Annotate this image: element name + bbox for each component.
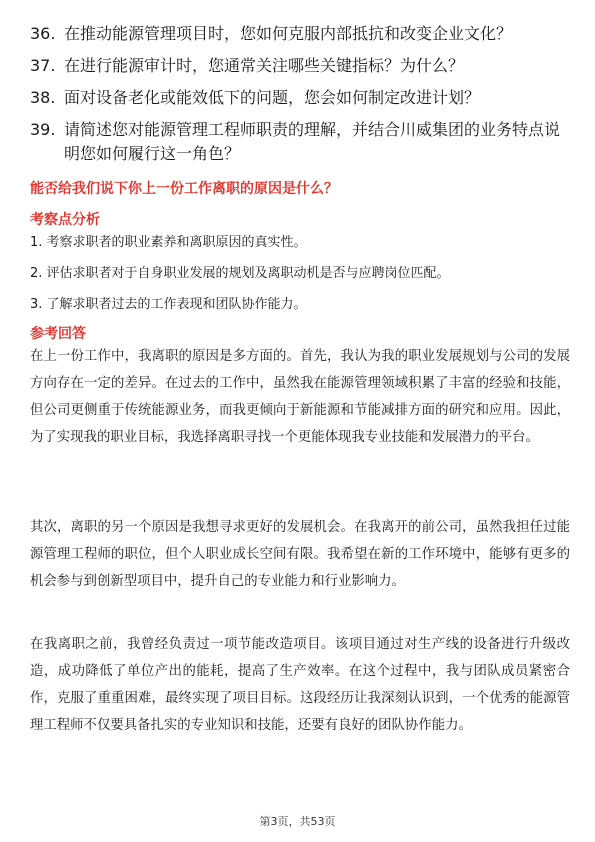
question-number: 37. [30,56,56,75]
answer-paragraph: 在上一份工作中，我离职的原因是多方面的。首先，我认为我的职业发展规划与公司的发展方向存在一定的差异。在过去的工作中，虽然我在能源管理领域积累了丰富的经验和技能，但公司更侧重于传统能源业务，而我更倾向于新能源和节能减排方面的研究和应用。因此，为了实现我的职业目标，我选择离职寻找一个更能体现我专业技能和发展潜力的平台。 [30,349,570,445]
analysis-point-list [30,234,570,327]
question-item [30,86,570,110]
section-question-heading: 能否给我们说下你上一份工作离职的原因是什么？ [30,181,338,197]
question-text: 在进行能源审计时，您通常关注哪些关键指标？为什么？ [64,56,465,75]
analysis-point: 1. 考察求职者的职业素养和离职原因的真实性。 [30,235,307,250]
question-number: 38. [30,88,56,107]
question-item [30,54,570,78]
question-number: 36. [30,24,56,43]
analysis-point: 2. 评估求职者对于自身职业发展的规划及离职动机是否与应聘岗位匹配。 [30,266,450,281]
analysis-point: 3. 了解求职者过去的工作表现和团队协作能力。 [30,297,307,312]
question-text: 请简述您对能源管理工程师职责的理解，并结合川威集团的业务特点说明您如何履行这一角色？ [64,120,561,163]
question-list [30,22,570,174]
analysis-heading: 考察点分析 [30,212,100,228]
question-item [30,22,570,46]
page-footer: 第3页，共53页 [259,815,336,828]
question-text: 面对设备老化或能效低下的问题，您会如何制定改进计划？ [64,88,481,107]
question-number: 39. [30,120,56,139]
question-item [30,118,570,166]
answer-heading: 参考回答 [30,326,86,342]
question-text: 在推动能源管理项目时，您如何克服内部抵抗和改变企业文化？ [64,24,513,43]
answer-paragraph: 其次，离职的另一个原因是我想寻求更好的发展机会。在我离开的前公司，虽然我担任过能源管理工程师的职位，但个人职业成长空间有限。我希望在新的工作环境中，能够有更多的机会参与到创新型项目中，提升自己的专业能力和行业影响力。 [30,520,570,589]
answer-paragraph: 在我离职之前，我曾经负责过一项节能改造项目。该项目通过对生产线的设备进行升级改造，成功降低了单位产出的能耗，提高了生产效率。在这个过程中，我与团队成员紧密合作，克服了重重困难，最终实现了项目目标。这段经历让我深刻认识到，一个优秀的能源管理工程师不仅要具备扎实的专业知识和技能，还要有良好的团队协作能力。 [30,637,570,733]
